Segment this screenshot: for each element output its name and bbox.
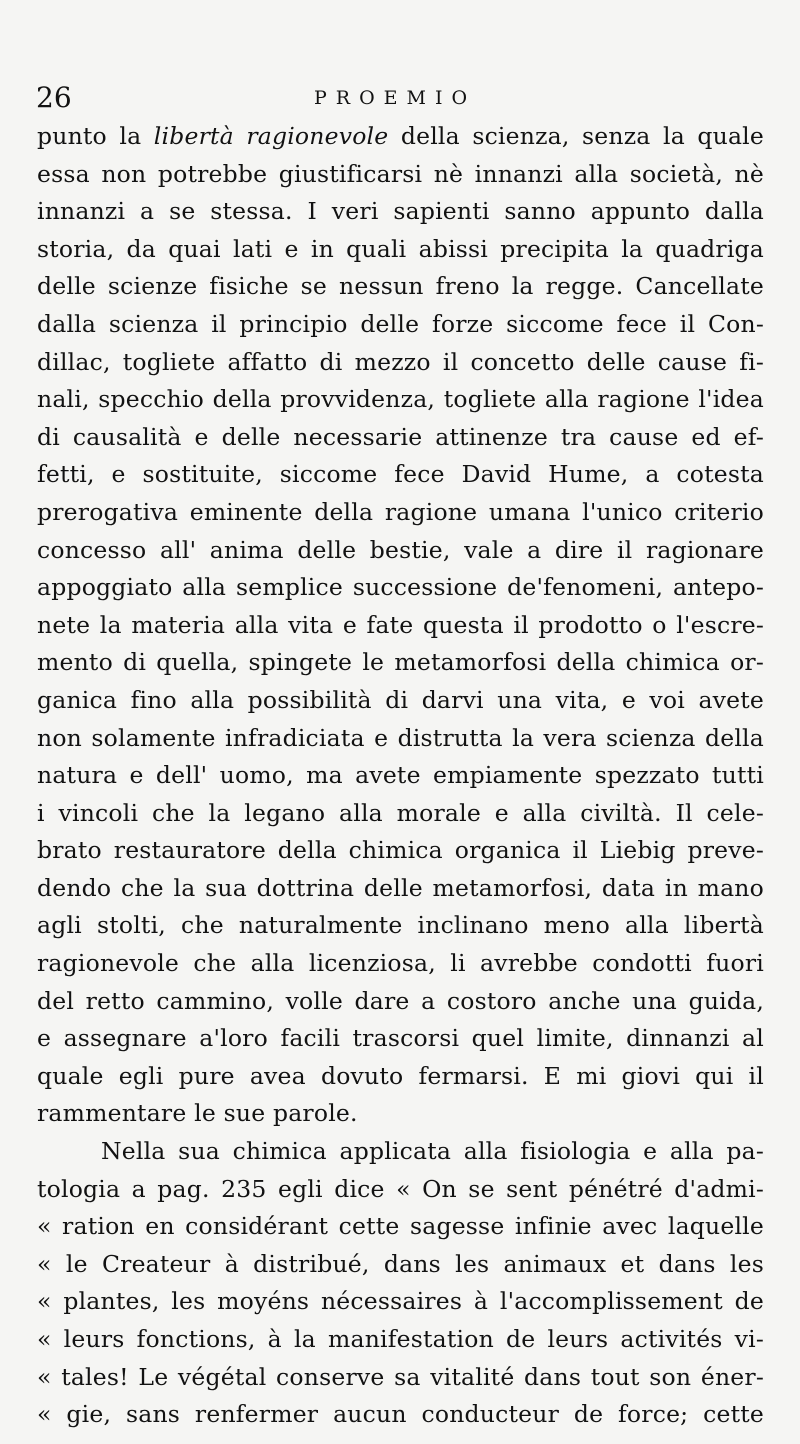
quoted-line: « leurs fonctions, à la manifestation de leurs activités vi- bbox=[37, 1325, 764, 1353]
text-line: innanzi a se stessa. I veri sapienti sanno appunto dalla bbox=[37, 197, 764, 226]
text-line: agli stolti, che naturalmente inclinano meno alla libertà bbox=[37, 911, 764, 940]
text-line: brato restauratore della chimica organica il Liebig preve- bbox=[37, 836, 764, 865]
text-line: appoggiato alla semplice successione de'fenomeni, antepo- bbox=[37, 573, 764, 602]
text-line: ganica fino alla possibilità di darvi una vita, e voi avete bbox=[37, 685, 764, 714]
text-line: e assegnare a'loro facili trascorsi quel limite, dinnanzi al bbox=[37, 1024, 764, 1053]
running-head: PROEMIO bbox=[314, 87, 477, 109]
quoted-line: « ration en considérant cette sagesse infinie avec laquelle bbox=[37, 1212, 764, 1241]
text-span: punto la bbox=[37, 122, 154, 150]
text-line: concesso all' anima delle bestie, vale a dire il ragionare bbox=[37, 535, 764, 564]
text-line: essa non potrebbe giustificarsi nè innanzi alla società, nè bbox=[37, 159, 764, 188]
page-header bbox=[36, 78, 766, 118]
text-line: storia, da quai lati e in quali abissi precipita la quadriga bbox=[37, 234, 764, 263]
text-line: prerogativa eminente della ragione umana l'unico criterio bbox=[37, 497, 764, 526]
text-line bbox=[37, 118, 764, 156]
paragraph-start-line: Nella sua chimica applicata alla fisiologia e alla pa- bbox=[101, 1137, 764, 1166]
text-line: rammentare le sue parole. bbox=[37, 1099, 358, 1128]
text-line: nali, specchio della provvidenza, togliete alla ragione l'idea bbox=[37, 385, 764, 414]
quoted-line: « tales! Le végétal conserve sa vitalité dans tout son éner- bbox=[37, 1362, 764, 1391]
text-line: i vincoli che la legano alla morale e alla civiltà. Il cele- bbox=[37, 798, 764, 827]
text-line: dendo che la sua dottrina delle metamorfosi, data in mano bbox=[37, 873, 764, 902]
text-line: di causalità e delle necessarie attinenze tra cause ed ef- bbox=[37, 422, 764, 451]
quoted-line: « le Createur à distribué, dans les animaux et dans les bbox=[37, 1249, 764, 1278]
text-line: dalla scienza il principio delle forze siccome fece il Con- bbox=[37, 309, 764, 338]
body-text bbox=[37, 118, 764, 1434]
text-line: tologia a pag. 235 egli dice « On se sent pénétré d'admi- bbox=[37, 1174, 764, 1203]
text-line: ragionevole che alla licenziosa, li avrebbe condotti fuori bbox=[37, 949, 764, 978]
page-number: 26 bbox=[36, 81, 72, 114]
text-line: non solamente infradiciata e distrutta la vera scienza della bbox=[37, 723, 764, 752]
quoted-line: « plantes, les moyéns nécessaires à l'accomplissement de bbox=[37, 1287, 764, 1316]
text-line: del retto cammino, volle dare a costoro anche una guida, bbox=[37, 986, 764, 1015]
text-line: natura e dell' uomo, ma avete empiamente spezzato tutti bbox=[37, 761, 764, 790]
text-span: della scienza, senza la quale bbox=[388, 122, 765, 150]
text-line: quale egli pure avea dovuto fermarsi. E mi giovi qui il bbox=[37, 1061, 764, 1090]
text-line: fetti, e sostituite, siccome fece David Hume, a cotesta bbox=[37, 460, 764, 489]
text-line: mento di quella, spingete le metamorfosi della chimica or- bbox=[37, 648, 764, 677]
italic-phrase: libertà ragionevole bbox=[153, 122, 389, 150]
text-line: dillac, togliete affatto di mezzo il concetto delle cause fi- bbox=[37, 347, 764, 376]
text-line: nete la materia alla vita e fate questa il prodotto o l'escre- bbox=[37, 610, 764, 639]
quoted-line: « gie, sans renfermer aucun conducteur de force; cette bbox=[37, 1400, 764, 1429]
text-line: delle scienze fisiche se nessun freno la regge. Cancellate bbox=[37, 272, 764, 301]
